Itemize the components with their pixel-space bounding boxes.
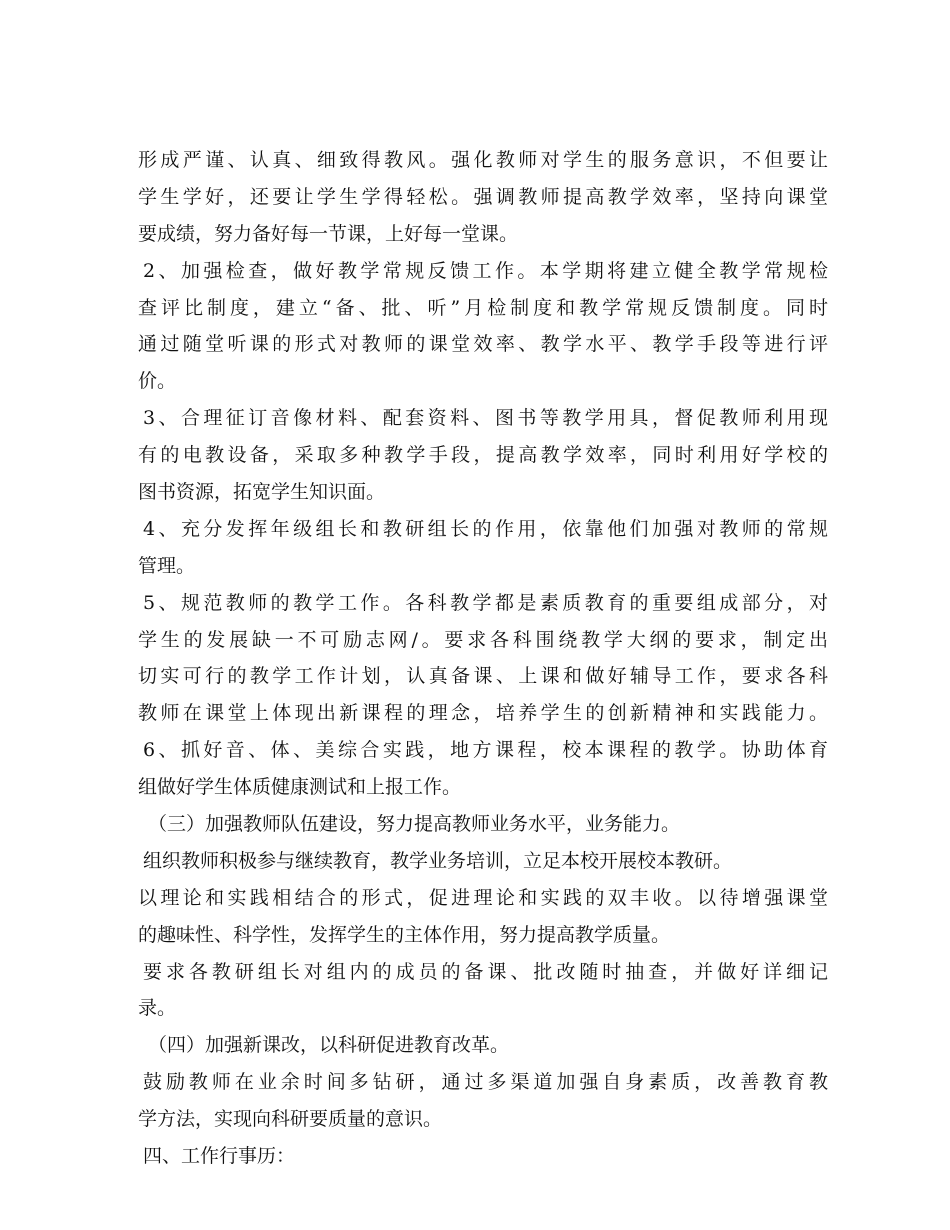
- text-line: 管理。: [138, 554, 196, 577]
- section-heading: 四、工作行事历：: [143, 1145, 296, 1168]
- text-line: 鼓励教师在业余时间多钻研，通过多渠道加强自身素质，改善教育教: [143, 1071, 828, 1094]
- text-line: 切实可行的教学工作计划，认真备课、上课和做好辅导工作，要求各科: [138, 665, 828, 688]
- section-heading: （四）加强新课改，以科研促进教育改革。: [148, 1034, 510, 1057]
- text-line: 6、抓好音、体、美综合实践，地方课程，校本课程的教学。协助体育: [143, 739, 828, 762]
- text-line: 图书资源，拓宽学生知识面。: [138, 481, 386, 504]
- section-heading: （三）加强教师队伍建设，努力提高教师业务水平，业务能力。: [148, 813, 681, 836]
- text-line: 4、充分发挥年级组长和教研组长的作用，依靠他们加强对教师的常规: [143, 517, 828, 540]
- document-body: [138, 142, 828, 1175]
- text-line: 以理论和实践相结合的形式，促进理论和实践的双丰收。以待增强课堂: [138, 886, 828, 909]
- text-line: 要求各教研组长对组内的成员的备课、批改随时抽查，并做好详细记: [143, 960, 828, 983]
- text-line: 录。: [138, 997, 177, 1020]
- text-line: 2、加强检查，做好教学常规反馈工作。本学期将建立健全教学常规检: [143, 259, 828, 282]
- text-line: 的趣味性、科学性，发挥学生的主体作用，努力提高教学质量。: [138, 923, 671, 946]
- text-line: 形成严谨、认真、细致得教风。强化教师对学生的服务意识，不但要让: [138, 149, 828, 171]
- text-line: 通过随堂听课的形式对教师的课堂效率、教学水平、教学手段等进行评: [138, 333, 828, 356]
- text-line: 学生的发展缺一不可励志网/。要求各科围绕教学大纲的要求，制定出: [138, 628, 828, 651]
- text-line: 查评比制度，建立“备、批、听”月检制度和教学常规反馈制度。同时: [138, 296, 828, 319]
- text-line: 学方法，实现向科研要质量的意识。: [138, 1108, 443, 1131]
- text-line: 组织教师积极参与继续教育，教学业务培训，立足本校开展校本教研。: [143, 849, 733, 872]
- text-line: 5、规范教师的教学工作。各科教学都是素质教育的重要组成部分，对: [143, 591, 828, 614]
- text-line: 学生学好，还要让学生学得轻松。强调教师提高教学效率，坚持向课堂: [138, 185, 828, 208]
- text-line: 有的电教设备，采取多种教学手段，提高教学效率，同时利用好学校的: [138, 444, 828, 467]
- text-line: 要成绩，努力备好每一节课，上好每一堂课。: [138, 222, 519, 245]
- text-line: 价。: [138, 370, 177, 393]
- text-line: 教师在课堂上体现出新课程的理念，培养学生的创新精神和实践能力。: [138, 702, 828, 725]
- text-line: 组做好学生体质健康测试和上报工作。: [138, 776, 462, 799]
- text-line: 3、合理征订音像材料、配套资料、图书等教学用具，督促教师利用现: [143, 407, 828, 430]
